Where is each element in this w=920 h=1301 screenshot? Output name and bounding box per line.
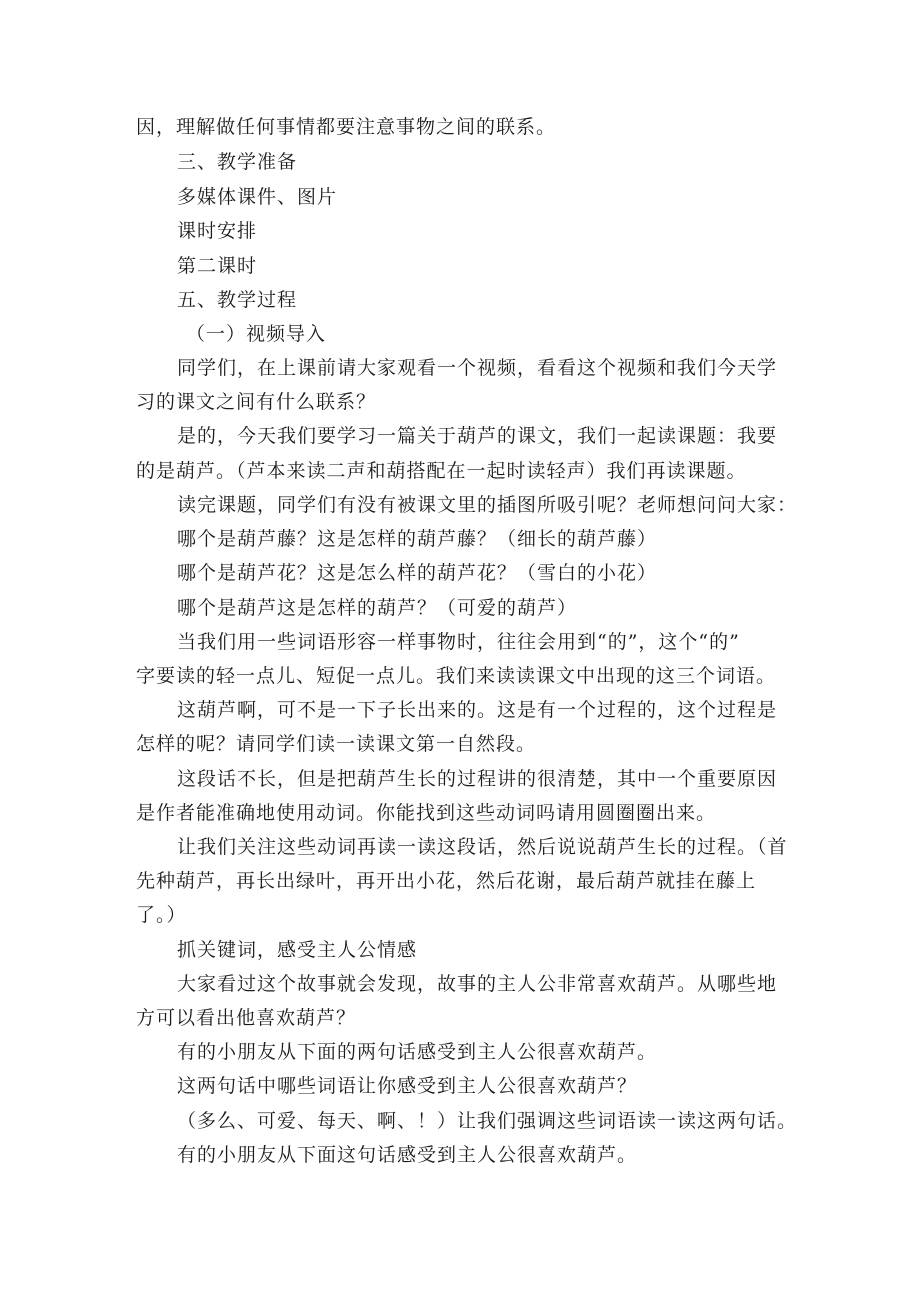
text-line: 大家看过这个故事就会发现，故事的主人公非常喜欢葫芦。从哪些地 [177, 973, 778, 995]
text-line: 这葫芦啊，可不是一下子长出来的。这是有一个过程的，这个过程是 [177, 699, 778, 721]
text-line: 是的，今天我们要学习一篇关于葫芦的课文，我们一起读课题：我要 [177, 425, 778, 447]
text-line: 方可以看出他喜欢葫芦？ [136, 1007, 357, 1029]
text-line: 习的课文之间有什么联系？ [136, 391, 377, 413]
text-line: 当我们用一些词语形容一样事物时，往往会用到“的”，这个“的” [177, 631, 740, 653]
text-line: 因，理解做任何事情都要注意事物之间的联系。 [136, 116, 557, 138]
text-line: 有的小朋友从下面这句话感受到主人公很喜欢葫芦。 [177, 1144, 638, 1166]
text-line: 哪个是葫芦这是怎样的葫芦？（可爱的葫芦） [177, 597, 578, 619]
subsection-heading: 抓关键词，感受主人公情感 [177, 939, 418, 961]
text-line: 有的小朋友从下面的两句话感受到主人公很喜欢葫芦。 [177, 1041, 658, 1063]
text-line: 字要读的轻一点儿、短促一点儿。我们来读读课文中出现的这三个词语。 [136, 665, 777, 687]
text-line: 第二课时 [177, 255, 258, 277]
text-line: 了。） [136, 904, 187, 926]
text-line: 同学们，在上课前请大家观看一个视频，看看这个视频和我们今天学 [177, 357, 778, 379]
text-line: 这段话不长，但是把葫芦生长的过程讲的很清楚，其中一个重要原因 [177, 768, 778, 790]
text-line: （多么、可爱、每天、啊、！）让我们强调这些词语读一读这两句话。 [177, 1110, 798, 1132]
section-heading: 三、教学准备 [177, 151, 298, 173]
text-line: 多媒体课件、图片 [177, 186, 338, 208]
section-heading: 五、教学过程 [177, 289, 298, 311]
subsection-heading: （一）视频导入 [186, 323, 327, 345]
text-line: 的是葫芦。（芦本来读二声和葫搭配在一起时读轻声）我们再读课题。 [136, 460, 747, 482]
text-line: 是作者能准确地使用动词。你能找到这些动词吗请用圆圈圈出来。 [136, 802, 717, 824]
text-line: 哪个是葫芦藤？这是怎样的葫芦藤？（细长的葫芦藤） [177, 528, 658, 550]
text-line: 怎样的呢？请同学们读一读课文第一自然段。 [136, 733, 537, 755]
text-line: 课时安排 [177, 220, 258, 242]
text-line: 哪个是葫芦花？这是怎么样的葫芦花？（雪白的小花） [177, 562, 658, 584]
text-line: 先种葫芦，再长出绿叶，再开出小花，然后花谢，最后葫芦就挂在藤上 [136, 870, 757, 892]
text-line: 这两句话中哪些词语让你感受到主人公很喜欢葫芦？ [177, 1075, 638, 1097]
text-line: 读完课题，同学们有没有被课文里的插图所吸引呢？老师想问问大家： [177, 494, 798, 516]
text-line: 让我们关注这些动词再读一读这段话，然后说说葫芦生长的过程。（首 [177, 836, 788, 858]
